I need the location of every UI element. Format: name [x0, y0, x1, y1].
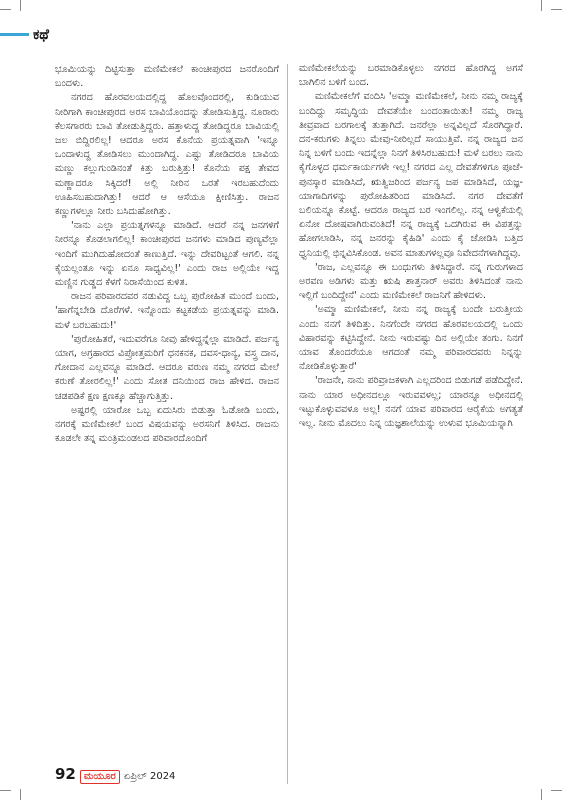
crop-mark [0, 9, 11, 10]
crop-mark [0, 790, 11, 791]
paragraph: 'ಅಮ್ಮಾ ಮಣಿಮೇಕಲೆ, ನೀನು ನನ್ನ ರಾಜ್ಯಕ್ಕೆ ಬಂದೇ ಬರುತ್ತೀಯ ಎಂದು ನನಗೆ ತಿಳಿದಿತ್ತು. ನಿನಗೆಂದೇ ನಗರದ ಹೊರವಲಯದಲ್ಲಿ ಒಂದು ವಿಹಾರವನ್ನು ಕಟ್ಟಿಸಿದ್ದೇನೆ. ನೀನು ಇರುವಷ್ಟು ದಿನ ಅಲ್ಲಿಯೇ ತಂಗು. ನಿನಗೆ ಯಾವ ತೊಂದರೆಯೂ ಆಗದಂತೆ ನಮ್ಮ ಪರಿವಾರದವರು ನಿನ್ನನ್ನು ನೋಡಿಕೊಳ್ಳುತ್ತಾರೆ' [299, 304, 523, 373]
paragraph: ಮಣಿಮೇಕಲೆಯನ್ನು ಬರಮಾಡಿಕೊಳ್ಳಲು ನಗರದ ಹೊರಗಿದ್ದ ಅಗಸೆ ಬಾಗಿಲಿನ ಬಳಿಗೆ ಬಂದ. [299, 63, 523, 89]
right-column [299, 62, 523, 431]
crop-mark [551, 790, 562, 791]
section-accent-bar [0, 33, 29, 36]
paragraph: ಮಣಿಮೇಕಲೆಗೆ ವಂದಿಸಿ 'ಅಮ್ಮಾ ಮಣಿಮೇಕಲೆ, ನೀನು ನಮ್ಮ ರಾಜ್ಯಕ್ಕೆ ಬಂದಿದ್ದು ಸಮೃದ್ಧಿಯ ದೇವತೆಯೇ ಬಂದಂತಾಯಿತು! ನಮ್ಮ ರಾಜ್ಯ ತೀವ್ರವಾದ ಬರಗಾಲಕ್ಕೆ ತುತ್ತಾಗಿದೆ. ಜನರೆಲ್ಲಾ ಅನ್ನವಿಲ್ಲದೆ ಸೊರಗಿದ್ದಾರೆ. ದನ-ಕರುಗಳು ತಿನ್ನಲು ಮೇವು-ನೀರಿಲ್ಲದೆ ಸಾಯುತ್ತಿವೆ. ನನ್ನ ರಾಜ್ಯದ ಜನ ನಿನ್ನ ಬಳಿಗೆ ಬಂದು ಇದನ್ನೆಲ್ಲಾ ನಿನಗೆ ತಿಳಿಸಿರಬಹುದು! ಮಳೆ ಬರಲು ನಾನು ಕೈಗೊಳ್ಳದ ಧರ್ಮಕಾರ್ಯಗಳೇ ಇಲ್ಲ! ನಗರದ ಎಲ್ಲ ದೇವತೆಗಳಿಗೂ ಪೂಜೆ-ಪುನಸ್ಕಾರ ಮಾಡಿಸಿದೆ, ಋತ್ವಿಜರಿಂದ ಪರ್ಜನ್ಯ ಜಪ ಮಾಡಿಸಿದೆ, ಯಜ್ಞ-ಯಾಗಾದಿಗಳನ್ನು ಪುರೋಹಿತರಿಂದ ಮಾಡಿಸಿದೆ. ನಗರ ದೇವತೆಗೆ ಬಲಿಯನ್ನೂ ಕೊಟ್ಟೆ. ಆದರೂ ರಾಜ್ಯದ ಬರ ಇಂಗಲಿಲ್ಲ. ನನ್ನ ಆಳ್ವಿಕೆಯಲ್ಲಿ ಏನೋ ದೋಷವಾಗಿರುವಂತಿದೆ! ನನ್ನ ರಾಜ್ಯಕ್ಕೆ ಒದಗಿರುವ ಈ ವಿಪತ್ತನ್ನು ಹೋಗಲಾಡಿಸಿ, ನನ್ನ ಜನರನ್ನು ಕೈಹಿಡಿ' ಎಂದು ಕೈ ಜೋಡಿಸಿ ಬತ್ತಿದ ಧ್ವನಿಯಲ್ಲಿ ಭಿನ್ನವಿಸಿಕೊಂಡ. ಅವನ ಮಾತುಗಳಲ್ಲವೂ ನಿವೇದನೆಗಳಾಗಿದ್ದವು. [299, 91, 523, 259]
column-divider [287, 64, 288, 784]
paragraph: ರಾಜನ ಪರಿವಾರದವರ ನಡುವಿದ್ದ ಒಬ್ಬ ಪುರೋಹಿತ ಮುಂದೆ ಬಂದು, 'ಹಾಗೆನ್ನಬೇಡಿ ದೊರೆಗಳೆ. ಇನ್ನೊಂದು ಕಟ್ಟಕಡೆಯ ಪ್ರಯತ್ನವನ್ನು ಮಾಡಿ. ಮಳೆ ಬರಬಹುದು!' [55, 291, 279, 331]
crop-mark [541, 789, 542, 800]
page-footer [55, 765, 175, 784]
paragraph: ಭೂಮಿಯನ್ನು ದಿಟ್ಟಿಸುತ್ತಾ ಮಣಿಮೇಕಲೆ ಕಾಂಚೀಪುರದ ಜನರೊಂದಿಗೆ ಬಂದಳು. [55, 64, 279, 90]
page-number: 92 [55, 765, 76, 783]
section-title: ಕಥೆ [33, 27, 49, 43]
paragraph: ನಗರದ ಹೊರವಲಯದಲ್ಲಿದ್ದ ಹೊಲವೊಂದರಲ್ಲಿ, ಕುಡಿಯುವ ನೀರಿಗಾಗಿ ಕಾಂಚೀಪುರದ ಅರಸ ಬಾವಿಯೊಂದನ್ನು ತೋಡಿಸುತ್ತಿದ್ದ. ನೂರಾರು ಕೆಲಸಗಾರರು ಬಾವಿ ತೋಡುತ್ತಿದ್ದರು. ಹತ್ತಾಳುದ್ದ ತೋಡಿದ್ದರೂ ಬಾವಿಯಲ್ಲಿ ಜಲ ಬಿದ್ದಿರಲಿಲ್ಲ! ಆದರೂ ಅರಸ ಕೊನೆಯ ಪ್ರಯತ್ನವಾಗಿ 'ಇನ್ನೂ ಒಂದಾಳುದ್ದ ತೋಡಿಸಲು ಮುಂದಾಗಿದ್ದ. ಎಷ್ಟು ತೋಡಿದರೂ ಬಾವಿಯ ಮಣ್ಣು ಕಲ್ಲುಗುಂಡಿನಂತೆ ಕಿತ್ತು ಬರುತ್ತಿತ್ತು! ಕೊನೆಯ ಪಕ್ಷ ತೇವದ ಮಣ್ಣಾದರೂ ಸಿಕ್ಕಿದರೆ! ಅಲ್ಲಿ ನೀರಿನ ಒರತೆ ಇರಬಹುದೆಂದು ಊಹಿಸಬಹುದಾಗಿತ್ತು! ಆದರೆ ಆ ಆಸೆಯೂ ಕ್ಷೀಣಿಸಿತ್ತು. ರಾಜನ ಕಣ್ಣುಗಳಲ್ಲೂ ನೀರು ಬಸಿದುಹೋಗಿತ್ತು. [55, 92, 279, 218]
magazine-logo: ಮಯೂರ [80, 770, 120, 784]
crop-mark [20, 0, 21, 11]
crop-mark [541, 0, 542, 11]
paragraph: 'ನಾನು ಎಲ್ಲಾ ಪ್ರಯತ್ನಗಳನ್ನೂ ಮಾಡಿದೆ. ಆದರೆ ನನ್ನ ಜನಗಳಿಗೆ ನೀರನ್ನೂ ಕೊಡಲಾಗಲಿಲ್ಲ! ಕಾಂಚೀಪುರದ ಜನಗಳು ಮಾಡಿದ ಪುಣ್ಯವೆಲ್ಲಾ ಇಂದಿಗೆ ಮುಗಿದುಹೋದಂತೆ ಕಾಣುತ್ತಿದೆ. ಇನ್ನು ದೇವರಿಟ್ಟಂತೆ ಆಗಲಿ. ನನ್ನ ಕೈಯಲ್ಲಂತೂ ಇನ್ನು ಏನೂ ಸಾಧ್ಯವಿಲ್ಲ!' ಎಂದು ರಾಜ ಅಲ್ಲಿಯೇ ಇದ್ದ ಮಣ್ಣಿನ ಗುಡ್ಡದ ಕೆಳಗೆ ನಿರಾಸೆಯಿಂದ ಕುಳಿತ. [55, 220, 279, 289]
paragraph: 'ಪುರೋಹಿತರೆ, ಇದುವರೆಗೂ ನೀವು ಹೇಳಿದ್ದನ್ನೆಲ್ಲಾ ಮಾಡಿದೆ. ಪರ್ಜನ್ಯ ಯಾಗ, ಅಗ್ರಹಾರದ ವಿಪ್ರೋತ್ತಮರಿಗೆ ಧನಕನಕ, ದವಸ-ಧಾನ್ಯ, ವಸ್ತ್ರ ದಾನ, ಗೋದಾನ ಎಲ್ಲವನ್ನೂ ಮಾಡಿದೆ. ಆದರೂ ವರುಣ ನಮ್ಮ ನಗರದ ಮೇಲೆ ಕರುಣೆ ತೋರಲಿಲ್ಲ!' ಎಂದು ಸೋತ ದನಿಯಿಂದ ರಾಜ ಹೇಳಿದ. ರಾಜನ ಚಡಪಡಿಕೆ ಕ್ಷಣ ಕ್ಷಣಕ್ಕೂ ಹೆಚ್ಚಾಗುತ್ತಿತ್ತು. [55, 333, 279, 402]
paragraph: 'ರಾಜ, ಎಲ್ಲವನ್ನೂ ಈ ಬಂಧುಗಳು ತಿಳಿಸಿದ್ದಾರೆ. ನನ್ನ ಗುರುಗಳಾದ ಅರವಣ ಅಡಿಗಳು ಮತ್ತು ಋಷಿ ಶಾತ್ತನಾರ್ ಅವರು ತಿಳಿಸಿದಂತೆ ನಾನು ಇಲ್ಲಿಗೆ ಬಂದಿದ್ದೇನೆ' ಎಂದು ಮಣಿಮೇಕಲೆ ರಾಜನಿಗೆ ಹೇಳಿದಳು. [299, 261, 523, 302]
paragraph: 'ರಾಜನೇ, ನಾನು ಪರಿವ್ರಾಜಕಳಾಗಿ ಎಲ್ಲದರಿಂದ ಬಿಡುಗಡೆ ಪಡೆದಿದ್ದೇನೆ. ನಾನು ಯಾರ ಅಧೀನದಲ್ಲೂ ಇರುವವಳಲ್ಲ; ಯಾರನ್ನೂ ಅಧೀನದಲ್ಲಿ ಇಟ್ಟುಕೊಳ್ಳುವವಳೂ ಅಲ್ಲ! ನನಗೆ ಯಾವ ಪರಿವಾರದ ಆರೈಕೆಯ ಅಗತ್ಯತೆ ಇಲ್ಲ. ನೀನು ಮೊದಲು ನಿನ್ನ ಯಜ್ಞಶಾಲೆಯನ್ನು ಉಳುವ ಭೂಮಿಯನ್ನಾಗಿ [299, 375, 523, 430]
crop-mark [551, 9, 562, 10]
crop-mark [20, 789, 21, 800]
issue-date: ಏಪ್ರಿಲ್ 2024 [123, 771, 176, 782]
paragraph: ಅಷ್ಟರಲ್ಲಿ ಯಾರೋ ಒಬ್ಬ ಏದುಸಿರು ಬಿಡುತ್ತಾ ಓಡೋಡಿ ಬಂದು, ನಗರಕ್ಕೆ ಮಣಿಮೇಕಲೆ ಬಂದ ವಿಷಯವನ್ನು ಅರಸನಿಗೆ ತಿಳಿಸಿದ. ರಾಜನು ಕೂಡಲೇ ತನ್ನ ಮಂತ್ರಿಮಂಡಲದ ಪರಿವಾರದೊಂದಿಗೆ [55, 404, 279, 445]
left-column [55, 63, 279, 446]
